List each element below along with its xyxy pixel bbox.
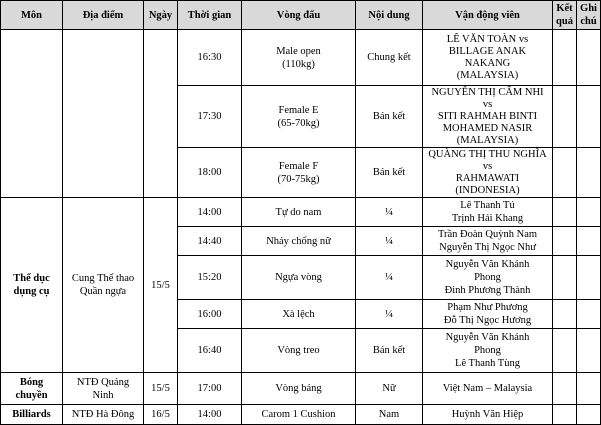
- note-cell: [577, 405, 601, 425]
- table-row: [1, 30, 601, 86]
- content-cell: Bán kết: [356, 329, 423, 373]
- time-cell: 14:00: [178, 198, 242, 227]
- note-cell: [577, 373, 601, 405]
- header-sport: Môn: [1, 1, 63, 30]
- result-cell: [553, 405, 577, 425]
- content-cell: ¼: [356, 198, 423, 227]
- sport-cell: Thể dục dụng cụ: [1, 198, 63, 373]
- athletes-cell: LÊ VĂN TOÀN vs BILLAGE ANAK NAKANG (MALAYSIA): [423, 30, 553, 86]
- result-cell: [553, 86, 577, 148]
- sport-cell: [1, 30, 63, 198]
- content-cell: ¼: [356, 256, 423, 300]
- athletes-cell: Phạm Như Phương Đỗ Thị Ngọc Hương: [423, 300, 553, 329]
- content-cell: Nữ: [356, 373, 423, 405]
- athletes-cell: NGUYỄN THỊ CẨM NHI vs SITI RAHMAH BINTI MOHAMED NASIR (MALAYSIA): [423, 86, 553, 148]
- time-cell: 16:40: [178, 329, 242, 373]
- time-cell: 17:00: [178, 373, 242, 405]
- sport-cell: Bóng chuyền: [1, 373, 63, 405]
- round-cell: Tự do nam: [242, 198, 356, 227]
- header-athletes: Vận động viên: [423, 1, 553, 30]
- result-cell: [553, 227, 577, 256]
- header-time: Thời gian: [178, 1, 242, 30]
- result-cell: [553, 198, 577, 227]
- content-cell: ¼: [356, 227, 423, 256]
- round-cell: Ngựa vòng: [242, 256, 356, 300]
- header-date: Ngày: [144, 1, 178, 30]
- note-cell: [577, 86, 601, 148]
- round-cell: Female F (70-75kg): [242, 148, 356, 198]
- header-result: Kết quả: [553, 1, 577, 30]
- content-cell: ¼: [356, 300, 423, 329]
- header-round: Vòng đấu: [242, 1, 356, 30]
- sport-cell: Billiards: [1, 405, 63, 425]
- time-cell: 14:40: [178, 227, 242, 256]
- result-cell: [553, 148, 577, 198]
- table-row: [1, 373, 601, 405]
- venue-cell: [63, 30, 144, 198]
- table-row: [1, 198, 601, 227]
- venue-cell: NTĐ Hà Đông: [63, 405, 144, 425]
- time-cell: 16:00: [178, 300, 242, 329]
- athletes-cell: Nguyễn Văn Khánh Phong Lê Thanh Tùng: [423, 329, 553, 373]
- round-cell: Male open (110kg): [242, 30, 356, 86]
- time-cell: 18:00: [178, 148, 242, 198]
- venue-cell: Cung Thể thao Quần ngựa: [63, 198, 144, 373]
- content-cell: Bán kết: [356, 148, 423, 198]
- time-cell: 17:30: [178, 86, 242, 148]
- date-cell: [144, 30, 178, 198]
- time-cell: 16:30: [178, 30, 242, 86]
- content-cell: Bán kết: [356, 86, 423, 148]
- header-row: [1, 1, 601, 30]
- round-cell: Female E (65-70kg): [242, 86, 356, 148]
- date-cell: 15/5: [144, 198, 178, 373]
- table-row: [1, 405, 601, 425]
- result-cell: [553, 329, 577, 373]
- athletes-cell: QUÀNG THỊ THU NGHĨA vs RAHMAWATI (INDONESIA): [423, 148, 553, 198]
- result-cell: [553, 300, 577, 329]
- note-cell: [577, 300, 601, 329]
- header-content: Nội dung: [356, 1, 423, 30]
- note-cell: [577, 329, 601, 373]
- athletes-cell: Lê Thanh Tú Trịnh Hải Khang: [423, 198, 553, 227]
- round-cell: Vòng bảng: [242, 373, 356, 405]
- note-cell: [577, 227, 601, 256]
- content-cell: Nam: [356, 405, 423, 425]
- note-cell: [577, 256, 601, 300]
- header-venue: Địa điểm: [63, 1, 144, 30]
- athletes-cell: Việt Nam – Malaysia: [423, 373, 553, 405]
- header-note: Ghi chú: [577, 1, 601, 30]
- round-cell: Nhảy chống nữ: [242, 227, 356, 256]
- note-cell: [577, 30, 601, 86]
- athletes-cell: Trần Đoàn Quỳnh Nam Nguyễn Thị Ngọc Như: [423, 227, 553, 256]
- time-cell: 14:00: [178, 405, 242, 425]
- note-cell: [577, 148, 601, 198]
- result-cell: [553, 373, 577, 405]
- note-cell: [577, 198, 601, 227]
- result-cell: [553, 256, 577, 300]
- venue-cell: NTĐ Quảng Ninh: [63, 373, 144, 405]
- time-cell: 15:20: [178, 256, 242, 300]
- result-cell: [553, 30, 577, 86]
- date-cell: 15/5: [144, 373, 178, 405]
- round-cell: Carom 1 Cushion: [242, 405, 356, 425]
- date-cell: 16/5: [144, 405, 178, 425]
- athletes-cell: Huỳnh Văn Hiệp: [423, 405, 553, 425]
- athletes-cell: Nguyễn Văn Khánh Phong Đinh Phương Thành: [423, 256, 553, 300]
- round-cell: Vòng treo: [242, 329, 356, 373]
- content-cell: Chung kết: [356, 30, 423, 86]
- round-cell: Xà lệch: [242, 300, 356, 329]
